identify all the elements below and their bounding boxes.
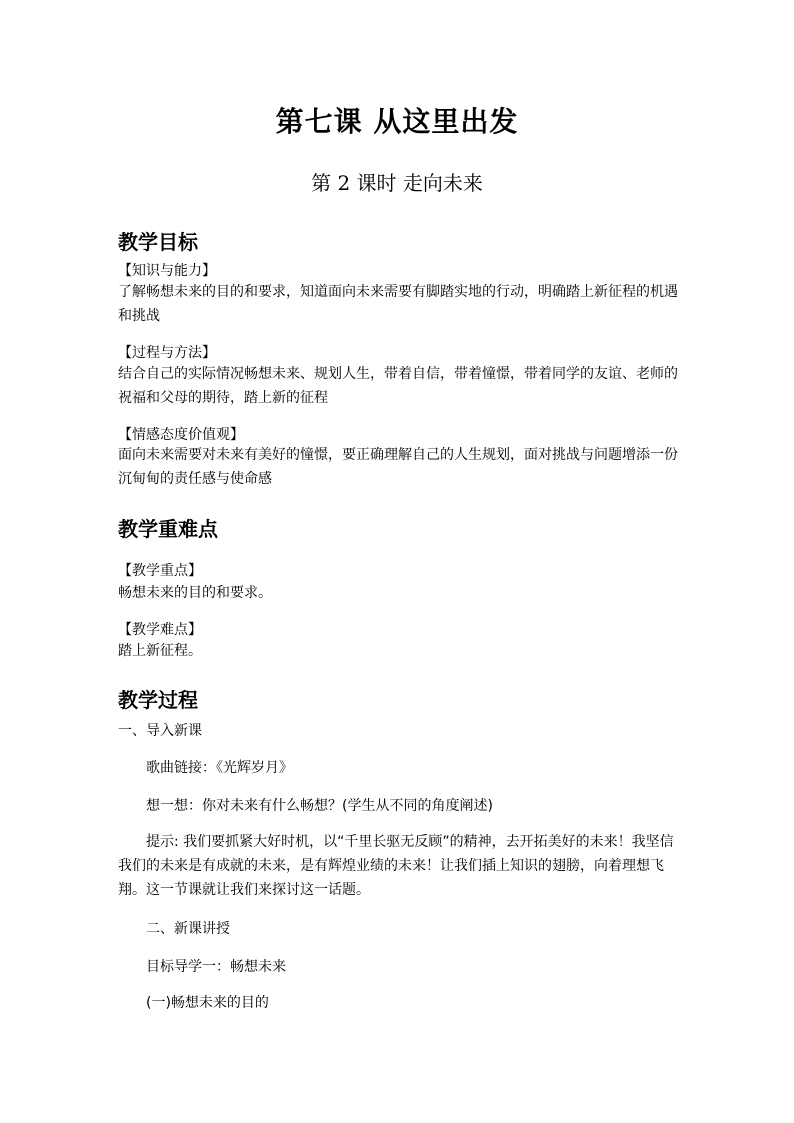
sub-point-one: (一)畅想未来的目的 (146, 995, 269, 1011)
step-intro: 一、导入新课 (118, 723, 202, 739)
lesson-subtitle: 第 2 课时 走向未来 (311, 171, 483, 195)
focus-tag: 【教学重点】 (118, 563, 202, 579)
key-points-heading: 教学重难点 (118, 517, 218, 541)
step-new-lesson: 二、新课讲授 (146, 921, 230, 937)
song-link: 歌曲链接：《光辉岁月》 (146, 760, 293, 776)
goal-one: 目标导学一：畅想未来 (146, 959, 286, 975)
emotion-tag: 【情感态度价值观】 (118, 427, 244, 443)
knowledge-tag: 【知识与能力】 (118, 263, 216, 279)
focus-text: 畅想未来的目的和要求。 (118, 585, 272, 601)
think-prompt: 想一想：你对未来有什么畅想？(学生从不同的角度阐述) (146, 798, 493, 814)
process-method-text: 结合自己的实际情况畅想未来、规划人生，带着自信，带着憧憬，带着同学的友谊、老师的祝福和父母的期待，踏上新的征程 (118, 366, 678, 406)
lesson-title: 第七课 从这里出发 (275, 105, 519, 138)
process-method-tag: 【过程与方法】 (118, 345, 216, 361)
knowledge-text: 了解畅想未来的目的和要求，知道面向未来需要有脚踏实地的行动，明确踏上新征程的机遇和挑战 (118, 284, 678, 324)
objectives-heading: 教学目标 (118, 230, 198, 254)
emotion-text: 面向未来需要对未来有美好的憧憬，要正确理解自己的人生规划，面对挑战与问题增添一份沉甸甸的责任感与使命感 (118, 447, 678, 487)
hint-text: 提示: 我们要抓紧大好时机，以“千里长驱无反顾”的精神，去开拓美好的未来！我坚信我们的未来是有成就的未来，是有辉煌业绩的未来！让我们插上知识的翅膀，向着理想飞翔。这一节课就让我们来探讨这一话题。 (118, 834, 674, 898)
difficulty-tag: 【教学难点】 (118, 622, 202, 638)
process-heading: 教学过程 (118, 688, 198, 712)
difficulty-text: 踏上新征程。 (118, 643, 202, 659)
